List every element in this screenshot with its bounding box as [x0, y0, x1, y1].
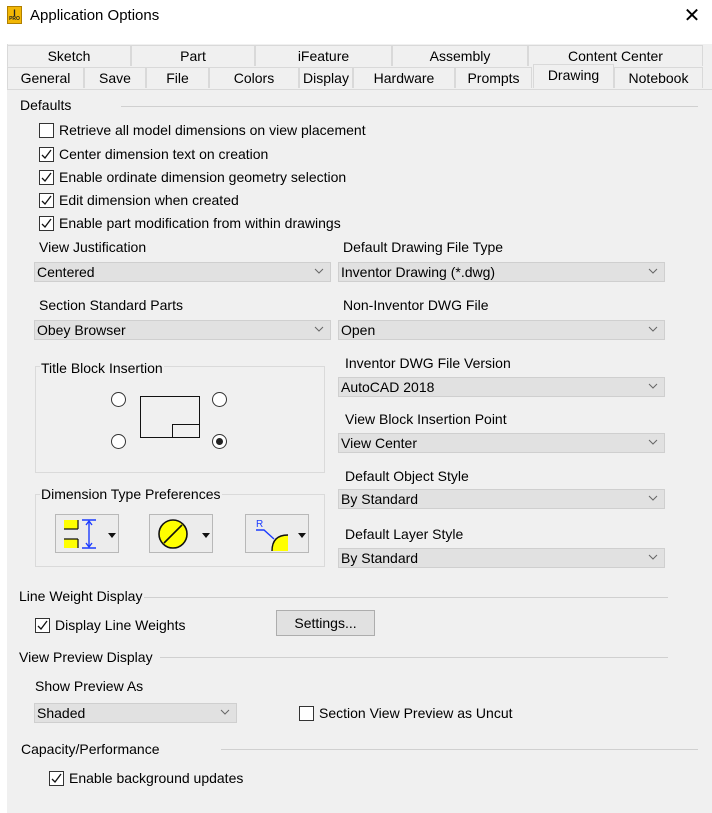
show-preview-as-label: Show Preview As: [35, 678, 144, 694]
tab-sketch[interactable]: [7, 45, 131, 66]
center-dim-text-checkbox[interactable]: [39, 146, 268, 162]
checkbox-label: Enable background updates: [69, 770, 244, 786]
divider: [121, 106, 698, 107]
app-icon-letter: I: [13, 7, 16, 18]
radius-dimension-button[interactable]: [245, 514, 309, 553]
section-standard-parts-dropdown[interactable]: [34, 320, 331, 340]
chevron-down-icon: [648, 266, 658, 276]
checkbox-box[interactable]: [39, 193, 54, 208]
tab-hardware[interactable]: [353, 67, 455, 88]
dropdown-value: Centered: [37, 264, 95, 280]
checkbox-label: Enable part modification from within drawings: [59, 215, 341, 231]
capacity-performance-label: Capacity/Performance: [21, 741, 160, 757]
default-drawing-file-type-dropdown[interactable]: [338, 262, 665, 282]
tab-prompts[interactable]: [455, 67, 532, 88]
dropdown-value: Shaded: [37, 705, 86, 721]
default-layer-style-dropdown[interactable]: [338, 548, 665, 568]
retrieve-dims-checkbox[interactable]: [39, 122, 366, 138]
chevron-down-icon: [648, 552, 658, 562]
checkbox-label: Center dimension text on creation: [59, 146, 269, 162]
tab-colors[interactable]: [209, 67, 299, 88]
checkbox-label: Section View Preview as Uncut: [319, 705, 513, 721]
app-icon-sub: PRO: [9, 15, 20, 22]
svg-text:R: R: [256, 519, 264, 530]
show-preview-as-dropdown[interactable]: [34, 703, 237, 723]
part-modification-checkbox[interactable]: [39, 215, 341, 231]
checkbox-box[interactable]: [299, 706, 314, 721]
tab-assembly[interactable]: [392, 45, 528, 66]
dropdown-value: By Standard: [341, 550, 419, 566]
view-justification-dropdown[interactable]: [34, 262, 331, 282]
checkbox-box[interactable]: [39, 216, 54, 231]
dimension-type-preferences-label: Dimension Type Preferences: [41, 486, 221, 502]
display-line-weights-checkbox[interactable]: [35, 617, 185, 633]
edit-dim-checkbox[interactable]: [39, 192, 239, 208]
checkbox-box[interactable]: [49, 771, 64, 786]
tab-drawing[interactable]: [533, 64, 614, 88]
radius-dimension-icon: [250, 517, 290, 551]
line-weight-display-label: Line Weight Display: [19, 588, 143, 604]
title-block-bottom-left-radio[interactable]: [111, 434, 126, 449]
non-inventor-dwg-file-label: Non-Inventor DWG File: [343, 297, 489, 313]
diameter-dimension-icon: [156, 518, 190, 550]
diameter-dimension-button[interactable]: [149, 514, 213, 553]
checkbox-box[interactable]: [35, 618, 50, 633]
tab-label: Assembly: [429, 48, 491, 64]
checkbox-label: Display Line Weights: [55, 617, 186, 633]
tab-label: Save: [99, 70, 131, 86]
divider: [221, 749, 698, 750]
tab-label: Prompts: [467, 70, 520, 86]
checkbox-label: Retrieve all model dimensions on view placement: [59, 122, 366, 138]
tab-label: Hardware: [373, 70, 435, 86]
tab-label: Drawing: [547, 67, 600, 83]
view-justification-label: View Justification: [39, 239, 147, 255]
dropdown-value: Inventor Drawing (*.dwg): [341, 264, 496, 280]
linear-dimension-button[interactable]: [55, 514, 119, 553]
tab-file[interactable]: [146, 67, 209, 88]
checkbox-box[interactable]: [39, 170, 54, 185]
tab-label: Part: [180, 48, 206, 64]
tab-display[interactable]: [299, 67, 353, 88]
dropdown-value: Open: [341, 322, 376, 338]
divider: [144, 597, 668, 598]
inventor-dwg-file-version-label: Inventor DWG File Version: [345, 355, 511, 371]
checkbox-label: Edit dimension when created: [59, 192, 239, 208]
inventor-dwg-file-version-dropdown[interactable]: [338, 377, 665, 397]
tab-label: Notebook: [628, 70, 689, 86]
default-drawing-file-type-label: Default Drawing File Type: [343, 239, 504, 255]
default-object-style-dropdown[interactable]: [338, 489, 665, 509]
view-preview-display-label: View Preview Display: [19, 649, 153, 665]
tab-label: General: [20, 70, 71, 86]
checkbox-box[interactable]: [39, 147, 54, 162]
dropdown-value: Obey Browser: [37, 322, 126, 338]
chevron-down-icon: [648, 381, 658, 391]
close-icon[interactable]: ✕: [683, 5, 701, 27]
tab-label: Content Center: [568, 48, 663, 64]
title-block-bottom-right-radio[interactable]: [212, 434, 227, 449]
tab-general[interactable]: [7, 67, 84, 88]
tab-label: iFeature: [297, 48, 350, 64]
divider: [160, 657, 668, 658]
title-block-preview: [140, 396, 200, 438]
chevron-down-icon: [648, 493, 658, 503]
chevron-down-icon: [648, 437, 658, 447]
window-title: Application Options: [30, 7, 160, 24]
dropdown-value: By Standard: [341, 491, 419, 507]
title-block-top-right-radio[interactable]: [212, 392, 227, 407]
chevron-down-icon: [220, 707, 230, 717]
defaults-group-label: Defaults: [20, 97, 72, 113]
chevron-down-icon: [314, 324, 324, 334]
linear-dimension-icon: [60, 518, 100, 550]
tab-ifeature[interactable]: [255, 45, 392, 66]
enable-background-updates-checkbox[interactable]: [49, 770, 243, 786]
title-block-top-left-radio[interactable]: [111, 392, 126, 407]
tab-label: Sketch: [47, 48, 91, 64]
ordinate-dim-checkbox[interactable]: [39, 169, 346, 185]
title-block-insertion-label: Title Block Insertion: [41, 360, 163, 376]
view-block-insertion-point-label: View Block Insertion Point: [345, 411, 507, 427]
tab-label: Display: [303, 70, 349, 86]
section-standard-parts-label: Section Standard Parts: [39, 297, 183, 313]
default-layer-style-label: Default Layer Style: [345, 526, 464, 542]
tab-notebook[interactable]: [614, 67, 703, 88]
tab-content-center[interactable]: [528, 45, 703, 66]
dropdown-value: View Center: [341, 435, 418, 451]
checkbox-box[interactable]: [39, 123, 54, 138]
non-inventor-dwg-file-dropdown[interactable]: [338, 320, 665, 340]
app-icon: [7, 6, 22, 24]
settings-button[interactable]: Settings...: [276, 610, 375, 636]
chevron-down-icon: [314, 266, 324, 276]
chevron-down-icon: [648, 324, 658, 334]
default-object-style-label: Default Object Style: [345, 468, 469, 484]
tab-save[interactable]: [84, 67, 146, 88]
dropdown-value: AutoCAD 2018: [341, 379, 435, 395]
title-block-corner: [172, 424, 200, 438]
checkbox-label: Enable ordinate dimension geometry selection: [59, 169, 347, 185]
section-view-uncut-checkbox[interactable]: [299, 705, 513, 721]
tab-label: File: [166, 70, 189, 86]
view-block-insertion-point-dropdown[interactable]: [338, 433, 665, 453]
tab-label: Colors: [233, 70, 275, 86]
tab-part[interactable]: [131, 45, 255, 66]
